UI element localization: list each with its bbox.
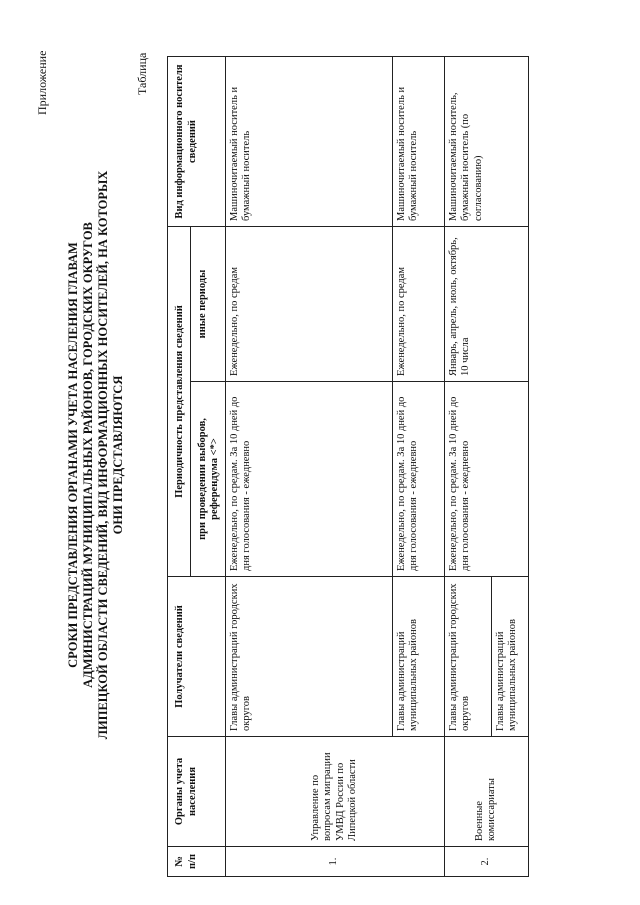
header-num: № п/п [168, 847, 226, 877]
table-row [444, 57, 491, 877]
appendix-label: Приложение [35, 50, 49, 115]
row-number: 2. [444, 847, 528, 877]
media-cell: Машиночитаемый носитель, бумажный носитель (по согласованию) [444, 57, 528, 227]
title-line: ОНИ ПРЕДСТАВЛЯЮТСЯ [111, 375, 125, 535]
during-elections-cell: Еженедельно, по средам. За 10 дней до дня голосования - ежедневно [444, 382, 528, 577]
document-title [66, 105, 126, 805]
recipient-cell: Главы администраций муниципальных районов [392, 577, 444, 737]
title-line: СРОКИ ПРЕДСТАВЛЕНИЯ ОРГАНАМИ УЧЕТА НАСЕЛЕНИЯ ГЛАВАМ [66, 242, 80, 668]
row-number: 1. [225, 847, 444, 877]
during-elections-cell: Еженедельно, по средам. За 10 дней до дня голосования - ежедневно [392, 382, 444, 577]
header-during-elections: при проведении выборов, референдума <*> [190, 382, 225, 577]
data-table [167, 56, 529, 877]
other-periods-cell: Еженедельно, по средам [392, 227, 444, 382]
organ-cell: Управление по вопросам миграции УМВД России по Липецкой области [225, 737, 444, 847]
header-other-periods: иные периоды [190, 227, 225, 382]
table-row [225, 57, 392, 877]
other-periods-cell: Январь, апрель, июль, октябрь, 10 числа [444, 227, 528, 382]
header-row [168, 57, 191, 877]
title-line: ЛИПЕЦКОЙ ОБЛАСТИ СВЕДЕНИЙ, ВИД ИНФОРМАЦИОННЫХ НОСИТЕЛЕЙ, НА КОТОРЫХ [96, 170, 110, 740]
recipient-cell: Главы администраций городских округов [225, 577, 392, 737]
media-cell: Машиночитаемый носитель и бумажный носитель [225, 57, 392, 227]
header-organs: Органы учета населения [168, 737, 226, 847]
table-label: Таблица [135, 52, 149, 95]
header-media: Вид информационного носителя сведений [168, 57, 226, 227]
during-elections-cell: Еженедельно, по средам. За 10 дней до дня голосования - ежедневно [225, 382, 392, 577]
header-periodicity: Периодичность представления сведений [168, 227, 191, 577]
title-line: АДМИНИСТРАЦИЙ МУНИЦИПАЛЬНЫХ РАЙОНОВ, ГОРОДСКИХ ОКРУГОВ [81, 222, 95, 688]
organ-cell: Военные комиссариаты [444, 737, 528, 847]
recipient-cell: Главы администраций муниципальных районов [491, 577, 528, 737]
media-cell: Машиночитаемый носитель и бумажный носитель [392, 57, 444, 227]
recipient-cell: Главы администраций городских округов [444, 577, 491, 737]
header-recipients: Получатели сведений [168, 577, 226, 737]
other-periods-cell: Еженедельно, по средам [225, 227, 392, 382]
